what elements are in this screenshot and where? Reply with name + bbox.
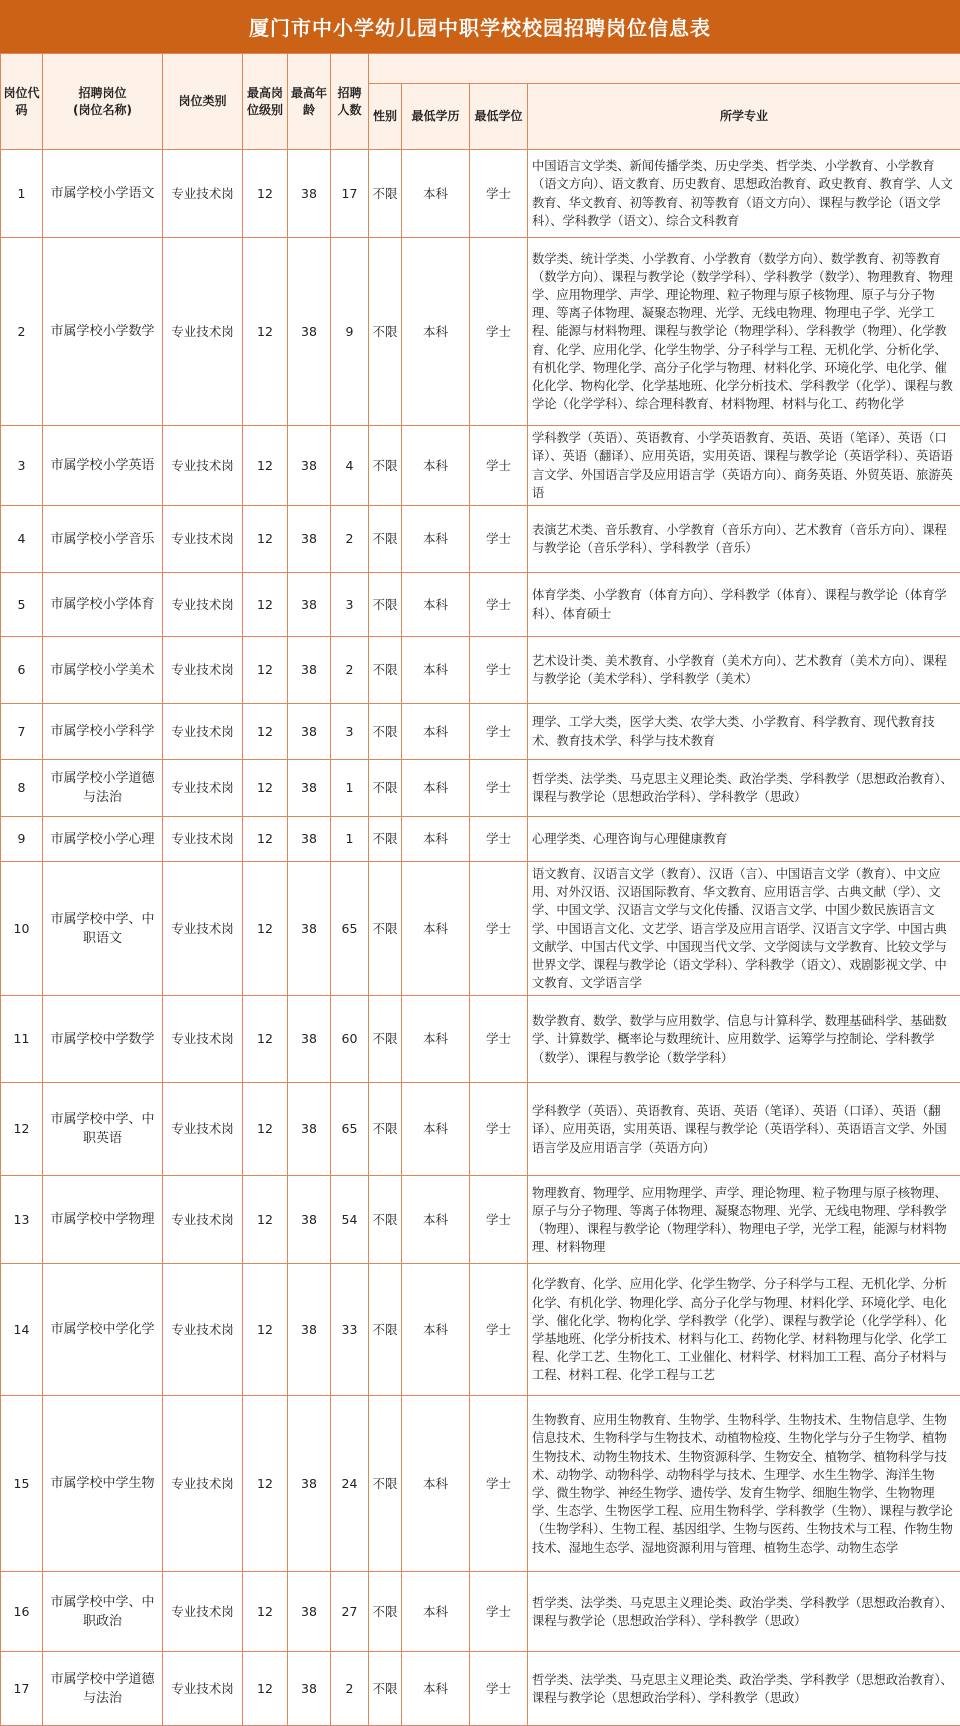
cell-major: 数学教育、数学、数学与应用数学、信息与计算科学、数理基础科学、基础数学、计算数学、概率论与数理统计、应用数学、运筹学与控制论、学科教学（数学）、课程与教学论（数学学科） — [528, 996, 960, 1083]
cell-degree: 学士 — [470, 704, 528, 760]
cell-category: 专业技术岗 — [163, 760, 243, 817]
cell-level: 12 — [243, 1572, 288, 1652]
cell-code: 1 — [1, 150, 43, 238]
cell-category: 专业技术岗 — [163, 996, 243, 1083]
cell-gender: 不限 — [369, 862, 402, 996]
cell-level: 12 — [243, 506, 288, 573]
cell-edu: 本科 — [402, 426, 470, 506]
cell-gender: 不限 — [369, 996, 402, 1083]
cell-age: 38 — [288, 637, 331, 704]
cell-degree: 学士 — [470, 862, 528, 996]
cell-gender: 不限 — [369, 238, 402, 426]
cell-category: 专业技术岗 — [163, 506, 243, 573]
header-code: 岗位代码 — [1, 54, 43, 150]
cell-edu: 本科 — [402, 238, 470, 426]
cell-count: 60 — [331, 996, 369, 1083]
cell-code: 3 — [1, 426, 43, 506]
cell-level: 12 — [243, 150, 288, 238]
cell-category: 专业技术岗 — [163, 704, 243, 760]
cell-edu: 本科 — [402, 150, 470, 238]
cell-age: 38 — [288, 506, 331, 573]
cell-degree: 学士 — [470, 996, 528, 1083]
cell-gender: 不限 — [369, 704, 402, 760]
cell-age: 38 — [288, 150, 331, 238]
cell-degree: 学士 — [470, 817, 528, 862]
cell-gender: 不限 — [369, 1652, 402, 1726]
cell-major: 生物教育、应用生物教育、生物学、生物科学、生物技术、生物信息学、生物信息技术、生物科学与生物技术、动植物检疫、生物化学与分子生物学、植物生物技术、动物生物技术、生物资源科学、生物安全、植物学、植物科学与技术、动物学、动物科学、动物科学与技术、生理学、水生生物学、海洋生物学、微生物学、神经生物学、遗传学、发育生物学、细胞生物学、生物物理学、生态学、生物医学工程、应用生物科学、学科教学（生物）、课程与教学论（生物学科）、生物工程、基因组学、生物与医药、生物技术与工程、作物生物技术、湿地生态学、湿地资源利用与管理、植物生态学、动物生态学 — [528, 1396, 960, 1572]
cell-category: 专业技术岗 — [163, 573, 243, 637]
cell-gender: 不限 — [369, 150, 402, 238]
cell-position: 市属学校中学数学 — [43, 996, 163, 1083]
cell-code: 9 — [1, 817, 43, 862]
cell-edu: 本科 — [402, 1176, 470, 1264]
cell-code: 15 — [1, 1396, 43, 1572]
cell-edu: 本科 — [402, 704, 470, 760]
cell-count: 1 — [331, 760, 369, 817]
cell-level: 12 — [243, 817, 288, 862]
cell-count: 3 — [331, 573, 369, 637]
cell-edu: 本科 — [402, 1572, 470, 1652]
cell-major: 语文教育、汉语言文学（教育）、汉语（言）、中国语言文学（教育）、中文应用、对外汉语、汉语国际教育、华文教育、应用语言学、古典文献（学）、文学、中国文学、汉语言文学与文化传播、汉语言文学、中国少数民族语言文学、中国语言文化、文艺学、语言学及应用言语学、汉语言文字学、中国古典文献学、中国古代文学、中国现当代文学、文学阅读与文学教育、比较文学与世界文学、课程与教学论（语文学科）、学科教学（语文）、戏剧影视文学、中文教育、文学语言学 — [528, 862, 960, 996]
header-edu: 最低学历 — [402, 84, 470, 150]
cell-count: 24 — [331, 1396, 369, 1572]
table-row — [1, 1396, 960, 1572]
cell-level: 12 — [243, 704, 288, 760]
cell-code: 11 — [1, 996, 43, 1083]
table-row — [1, 996, 960, 1083]
cell-degree: 学士 — [470, 1083, 528, 1176]
cell-major: 物理教育、物理学、应用物理学、声学、理论物理、粒子物理与原子核物理、原子与分子物理、等离子体物理、凝聚态物理、光学、无线电物理、学科教学（物理）、课程与教学论（物理学科）、物理电子学，光学工程，能源与材料物理、材料物理 — [528, 1176, 960, 1264]
cell-count: 17 — [331, 150, 369, 238]
table-row — [1, 637, 960, 704]
cell-count: 2 — [331, 1652, 369, 1726]
cell-age: 38 — [288, 1264, 331, 1396]
table-row — [1, 817, 960, 862]
cell-gender: 不限 — [369, 1176, 402, 1264]
cell-position: 市属学校小学音乐 — [43, 506, 163, 573]
cell-gender: 不限 — [369, 1572, 402, 1652]
cell-code: 7 — [1, 704, 43, 760]
cell-position: 市属学校小学科学 — [43, 704, 163, 760]
table-row — [1, 704, 960, 760]
cell-level: 12 — [243, 238, 288, 426]
cell-level: 12 — [243, 862, 288, 996]
cell-level: 12 — [243, 573, 288, 637]
cell-code: 2 — [1, 238, 43, 426]
header-gender: 性别 — [369, 84, 402, 150]
cell-gender: 不限 — [369, 506, 402, 573]
cell-major: 哲学类、法学类、马克思主义理论类、政治学类、学科教学（思想政治教育）、课程与教学论（思想政治学科）、学科教学（思政） — [528, 1652, 960, 1726]
table-row — [1, 760, 960, 817]
header-age: 最高年龄 — [288, 54, 331, 150]
cell-edu: 本科 — [402, 760, 470, 817]
cell-major: 学科教学（英语）、英语教育、小学英语教育、英语、英语（笔译）、英语（口译）、英语（翻译）、应用英语，实用英语、课程与教学论（英语学科）、英语语言文学、外国语言学及应用语言学（英语方向）、商务英语、外贸英语、旅游英语 — [528, 426, 960, 506]
header-requirements-group — [369, 54, 960, 84]
cell-degree: 学士 — [470, 1176, 528, 1264]
cell-position: 市属学校小学英语 — [43, 426, 163, 506]
cell-position: 市属学校中学生物 — [43, 1396, 163, 1572]
recruitment-table — [0, 53, 960, 1726]
cell-code: 6 — [1, 637, 43, 704]
header-category: 岗位类别 — [163, 54, 243, 150]
cell-position: 市属学校小学体育 — [43, 573, 163, 637]
header-count: 招聘人数 — [331, 54, 369, 150]
cell-count: 3 — [331, 704, 369, 760]
table-row — [1, 862, 960, 996]
cell-gender: 不限 — [369, 573, 402, 637]
cell-position: 市属学校中学物理 — [43, 1176, 163, 1264]
cell-code: 14 — [1, 1264, 43, 1396]
cell-code: 5 — [1, 573, 43, 637]
cell-category: 专业技术岗 — [163, 1396, 243, 1572]
cell-major: 艺术设计类、美术教育、小学教育（美术方向）、艺术教育（美术方向）、课程与教学论（美术学科）、学科教学（美术） — [528, 637, 960, 704]
cell-count: 27 — [331, 1572, 369, 1652]
cell-position: 市属学校中学、中职语文 — [43, 862, 163, 996]
cell-level: 12 — [243, 426, 288, 506]
cell-count: 4 — [331, 426, 369, 506]
cell-gender: 不限 — [369, 426, 402, 506]
cell-level: 12 — [243, 1083, 288, 1176]
table-row — [1, 238, 960, 426]
cell-edu: 本科 — [402, 1396, 470, 1572]
header-major: 所学专业 — [528, 84, 960, 150]
cell-gender: 不限 — [369, 760, 402, 817]
table-row — [1, 150, 960, 238]
cell-category: 专业技术岗 — [163, 1652, 243, 1726]
cell-edu: 本科 — [402, 817, 470, 862]
cell-position: 市属学校小学语文 — [43, 150, 163, 238]
cell-level: 12 — [243, 637, 288, 704]
header-degree: 最低学位 — [470, 84, 528, 150]
cell-code: 10 — [1, 862, 43, 996]
cell-major: 哲学类、法学类、马克思主义理论类、政治学类、学科教学（思想政治教育）、课程与教学论（思想政治学科）、学科教学（思政） — [528, 760, 960, 817]
table-row — [1, 1176, 960, 1264]
header-level: 最高岗位级别 — [243, 54, 288, 150]
cell-edu: 本科 — [402, 1652, 470, 1726]
cell-degree: 学士 — [470, 1396, 528, 1572]
table-row — [1, 1572, 960, 1652]
cell-degree: 学士 — [470, 506, 528, 573]
cell-position: 市属学校中学化学 — [43, 1264, 163, 1396]
cell-count: 65 — [331, 862, 369, 996]
cell-count: 54 — [331, 1176, 369, 1264]
cell-age: 38 — [288, 1652, 331, 1726]
cell-age: 38 — [288, 238, 331, 426]
cell-count: 2 — [331, 506, 369, 573]
cell-category: 专业技术岗 — [163, 1264, 243, 1396]
cell-age: 38 — [288, 760, 331, 817]
cell-degree: 学士 — [470, 238, 528, 426]
cell-level: 12 — [243, 1396, 288, 1572]
cell-age: 38 — [288, 862, 331, 996]
table-row — [1, 1652, 960, 1726]
cell-gender: 不限 — [369, 817, 402, 862]
cell-age: 38 — [288, 704, 331, 760]
cell-edu: 本科 — [402, 996, 470, 1083]
cell-degree: 学士 — [470, 426, 528, 506]
cell-position: 市属学校小学道德与法治 — [43, 760, 163, 817]
cell-count: 33 — [331, 1264, 369, 1396]
cell-major: 学科教学（英语）、英语教育、英语、英语（笔译）、英语（口译）、英语（翻译）、应用英语，实用英语、课程与教学论（英语学科）、英语语言文学、外国语言学及应用语言学（英语方向） — [528, 1083, 960, 1176]
cell-level: 12 — [243, 1176, 288, 1264]
cell-age: 38 — [288, 817, 331, 862]
cell-position: 市属学校中学道德与法治 — [43, 1652, 163, 1726]
cell-category: 专业技术岗 — [163, 1083, 243, 1176]
cell-degree: 学士 — [470, 150, 528, 238]
cell-level: 12 — [243, 996, 288, 1083]
page-title: 厦门市中小学幼儿园中职学校校园招聘岗位信息表 — [0, 0, 960, 53]
cell-category: 专业技术岗 — [163, 1572, 243, 1652]
cell-level: 12 — [243, 760, 288, 817]
cell-edu: 本科 — [402, 506, 470, 573]
cell-age: 38 — [288, 426, 331, 506]
cell-position: 市属学校中学、中职政治 — [43, 1572, 163, 1652]
table-row — [1, 1264, 960, 1396]
cell-edu: 本科 — [402, 1083, 470, 1176]
cell-position: 市属学校小学心理 — [43, 817, 163, 862]
cell-edu: 本科 — [402, 637, 470, 704]
cell-age: 38 — [288, 1083, 331, 1176]
cell-category: 专业技术岗 — [163, 150, 243, 238]
cell-major: 理学、工学大类，医学大类、农学大类、小学教育、科学教育、现代教育技术、教育技术学、科学与技术教育 — [528, 704, 960, 760]
cell-major: 中国语言文学类、新闻传播学类、历史学类、哲学类、小学教育、小学教育（语文方向）、语文教育、历史教育、思想政治教育、政史教育、教育学、人文教育、华文教育、初等教育、初等教育（语文方向）、课程与教学论（语文学科）、学科教学（语文）、综合文科教育 — [528, 150, 960, 238]
cell-age: 38 — [288, 1396, 331, 1572]
cell-code: 17 — [1, 1652, 43, 1726]
cell-code: 13 — [1, 1176, 43, 1264]
cell-code: 8 — [1, 760, 43, 817]
cell-edu: 本科 — [402, 862, 470, 996]
cell-position: 市属学校中学、中职英语 — [43, 1083, 163, 1176]
cell-age: 38 — [288, 573, 331, 637]
cell-age: 38 — [288, 1176, 331, 1264]
cell-degree: 学士 — [470, 637, 528, 704]
cell-category: 专业技术岗 — [163, 238, 243, 426]
cell-major: 数学类、统计学类、小学教育、小学教育（数学方向）、数学教育、初等教育（数学方向）、课程与教学论（数学学科）、学科教学（数学）、物理教育、物理学、应用物理学、声学、理论物理、粒子物理与原子核物理、原子与分子物理、等离子体物理、凝聚态物理、光学、无线电物理、物理电子学、光学工程、能源与材料物理、课程与教学论（物理学科）、学科教学（物理）、化学教育、化学、应用化学、化学生物学、分子科学与工程、无机化学、分析化学、有机化学、物理化学、高分子化学与物理、材料化学、环境化学、电化学、催化化学、物构化学、化学基地班、化学分析技术、学科教学（化学）、课程与教学论（化学学科）、综合理科教育、材料物理、材料与化工、药物化学 — [528, 238, 960, 426]
cell-level: 12 — [243, 1652, 288, 1726]
cell-degree: 学士 — [470, 1652, 528, 1726]
table-row — [1, 573, 960, 637]
cell-major: 体育学类、小学教育（体育方向）、学科教学（体育）、课程与教学论（体育学科）、体育硕士 — [528, 573, 960, 637]
cell-position: 市属学校小学美术 — [43, 637, 163, 704]
cell-count: 2 — [331, 637, 369, 704]
cell-code: 12 — [1, 1083, 43, 1176]
cell-count: 9 — [331, 238, 369, 426]
cell-code: 4 — [1, 506, 43, 573]
cell-category: 专业技术岗 — [163, 426, 243, 506]
cell-major: 心理学类、心理咨询与心理健康教育 — [528, 817, 960, 862]
table-row — [1, 426, 960, 506]
cell-gender: 不限 — [369, 637, 402, 704]
cell-major: 化学教育、化学、应用化学、化学生物学、分子科学与工程、无机化学、分析化学、有机化学、物理化学、高分子化学与物理、材料化学、环境化学、电化学、催化化学、物构化学、学科教学（化学）、课程与教学论（化学学科）、化学基地班、化学分析技术、材料与化工、药物化学、材料物理与化学、化学工程、化学工艺、生物化工、工业催化、材料学、材料加工工程、高分子材料与工程、材料工程、化学工程与工艺 — [528, 1264, 960, 1396]
cell-category: 专业技术岗 — [163, 862, 243, 996]
cell-gender: 不限 — [369, 1264, 402, 1396]
cell-category: 专业技术岗 — [163, 1176, 243, 1264]
table-row — [1, 506, 960, 573]
cell-level: 12 — [243, 1264, 288, 1396]
cell-age: 38 — [288, 1572, 331, 1652]
header-position: 招聘岗位 (岗位名称) — [43, 54, 163, 150]
cell-gender: 不限 — [369, 1083, 402, 1176]
cell-degree: 学士 — [470, 760, 528, 817]
cell-position: 市属学校小学数学 — [43, 238, 163, 426]
cell-category: 专业技术岗 — [163, 637, 243, 704]
cell-count: 1 — [331, 817, 369, 862]
cell-age: 38 — [288, 996, 331, 1083]
cell-code: 16 — [1, 1572, 43, 1652]
cell-edu: 本科 — [402, 573, 470, 637]
cell-category: 专业技术岗 — [163, 817, 243, 862]
cell-edu: 本科 — [402, 1264, 470, 1396]
cell-major: 表演艺术类、音乐教育、小学教育（音乐方向）、艺术教育（音乐方向）、课程与教学论（音乐学科）、学科教学（音乐） — [528, 506, 960, 573]
table-row — [1, 1083, 960, 1176]
cell-degree: 学士 — [470, 573, 528, 637]
cell-gender: 不限 — [369, 1396, 402, 1572]
table-body — [1, 150, 960, 1726]
cell-count: 65 — [331, 1083, 369, 1176]
cell-degree: 学士 — [470, 1572, 528, 1652]
cell-major: 哲学类、法学类、马克思主义理论类、政治学类、学科教学（思想政治教育）、课程与教学论（思想政治学科）、学科教学（思政） — [528, 1572, 960, 1652]
cell-degree: 学士 — [470, 1264, 528, 1396]
